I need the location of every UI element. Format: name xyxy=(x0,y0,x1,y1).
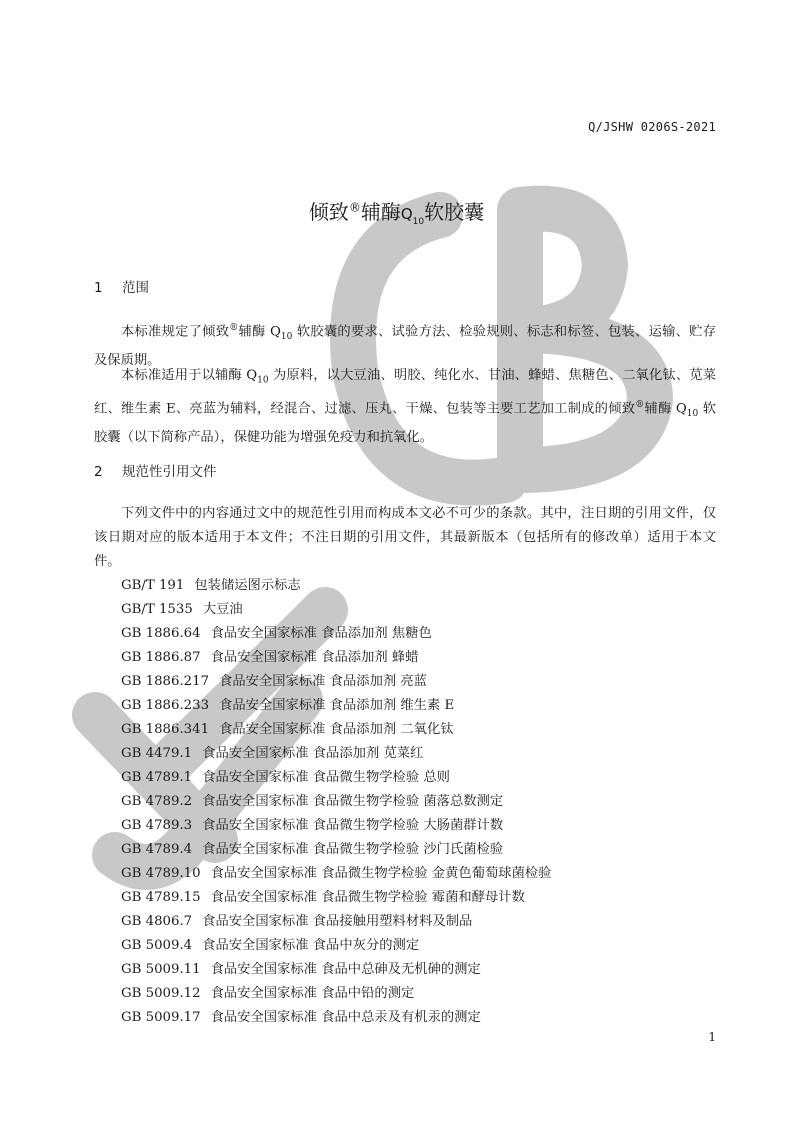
section-title: 规范性引用文件 xyxy=(122,464,217,480)
reference-item xyxy=(121,862,551,886)
reference-item xyxy=(121,646,551,670)
page-number: 1 xyxy=(708,1030,716,1044)
reference-title: 食品安全国家标准 食品微生物学检验 总则 xyxy=(202,770,450,785)
title-prefix: 倾致 xyxy=(308,200,349,224)
reference-title: 食品安全国家标准 食品中铅的测定 xyxy=(210,986,415,1001)
text-run: 本标准规定了倾致 xyxy=(121,324,230,340)
title-q: Q xyxy=(400,205,413,223)
section-2-heading xyxy=(94,460,217,480)
reference-title: 食品安全国家标准 食品中灰分的测定 xyxy=(202,938,420,953)
reference-item xyxy=(121,670,551,694)
reference-item xyxy=(121,1006,551,1030)
title-middle: 辅酶 xyxy=(360,200,401,224)
text-run: 辅酶 Q xyxy=(644,401,687,417)
text-run: 软胶囊（以下简称产品），保健功能为增强免疫力和抗氧化。 xyxy=(94,401,716,445)
title-registered-mark: ® xyxy=(348,200,361,215)
reference-item xyxy=(121,838,551,862)
reference-item xyxy=(121,742,551,766)
reference-code: GB 5009.12 xyxy=(121,986,201,1001)
reference-code: GB 4479.1 xyxy=(121,746,193,761)
reference-code: GB 4789.3 xyxy=(121,818,193,833)
reference-code: GB 5009.11 xyxy=(121,962,201,977)
reference-item xyxy=(121,718,551,742)
title-suffix: 软胶囊 xyxy=(424,200,485,224)
reference-code: GB 5009.17 xyxy=(121,1010,201,1025)
reference-title: 食品安全国家标准 食品添加剂 亮蓝 xyxy=(219,674,427,689)
reference-code: GB 5009.4 xyxy=(121,938,193,953)
reference-item xyxy=(121,622,551,646)
reference-item xyxy=(121,766,551,790)
section-1-heading xyxy=(94,276,149,296)
reference-code: GB/T 191 xyxy=(121,578,185,593)
reference-title: 包装储运图示标志 xyxy=(194,578,301,593)
reference-title: 食品安全国家标准 食品添加剂 二氧化钛 xyxy=(219,722,454,737)
reference-code: GB 1886.233 xyxy=(121,698,210,713)
reference-code: GB 1886.87 xyxy=(121,650,201,665)
reference-code: GB 4789.4 xyxy=(121,842,193,857)
reference-title: 食品安全国家标准 食品接触用塑料材料及制品 xyxy=(202,914,473,929)
registered-mark: ® xyxy=(229,323,239,333)
reference-item xyxy=(121,598,551,622)
section-number: 1 xyxy=(94,280,103,296)
reference-code: GB 1886.64 xyxy=(121,626,201,641)
reference-title: 食品安全国家标准 食品中总汞及有机汞的测定 xyxy=(210,1010,481,1025)
reference-title: 食品安全国家标准 食品中总砷及无机砷的测定 xyxy=(210,962,481,977)
reference-item xyxy=(121,694,551,718)
reference-title: 食品安全国家标准 食品添加剂 焦糖色 xyxy=(210,626,432,641)
reference-code: GB 4789.15 xyxy=(121,890,201,905)
scope-paragraph-2 xyxy=(94,364,716,450)
text-run: 软胶囊的要求、试验方法、检验规则、标志和标签、包装、运输、贮存及保质期。 xyxy=(94,324,716,369)
reference-item xyxy=(121,934,551,958)
reference-item xyxy=(121,910,551,934)
subscript: 10 xyxy=(280,332,293,343)
reference-title: 食品安全国家标准 食品微生物学检验 金黄色葡萄球菌检验 xyxy=(210,866,552,881)
reference-item xyxy=(121,886,551,910)
reference-item xyxy=(121,574,551,598)
reference-code: GB 4789.10 xyxy=(121,866,201,881)
reference-code: GB/T 1535 xyxy=(121,602,193,617)
title-q-subscript: 10 xyxy=(412,217,425,227)
references-intro: 下列文件中的内容通过文中的规范性引用而构成本文必不可少的条款。其中，注日期的引用文件，仅该日期对应的版本适用于本文件；不注日期的引用文件，其最新版本（包括所有的修改单）适用于本文件。 xyxy=(94,506,716,569)
reference-item xyxy=(121,982,551,1006)
section-number: 2 xyxy=(94,464,103,480)
reference-list xyxy=(121,574,551,1030)
reference-title: 食品安全国家标准 食品微生物学检验 大肠菌群计数 xyxy=(202,818,504,833)
reference-title: 食品安全国家标准 食品添加剂 蜂蜡 xyxy=(210,650,419,665)
reference-title: 食品安全国家标准 食品添加剂 苋菜红 xyxy=(202,746,424,761)
reference-title: 大豆油 xyxy=(202,602,243,617)
reference-title: 食品安全国家标准 食品添加剂 维生素 E xyxy=(219,698,455,713)
registered-mark: ® xyxy=(635,399,645,410)
reference-code: GB 4789.1 xyxy=(121,770,193,785)
text-run: 为原料，以大豆油、明胶、纯化水、甘油、蜂蜡、焦糖色、二氧化钛、苋菜红、维生素 E、亮蓝为辅料，经混合、过滤、压丸、干燥、包装等主要工艺加工制成的倾致 xyxy=(94,368,716,417)
reference-item xyxy=(121,958,551,982)
reference-code: GB 4806.7 xyxy=(121,914,193,929)
reference-code: GB 1886.217 xyxy=(121,674,210,689)
reference-title: 食品安全国家标准 食品微生物学检验 菌落总数测定 xyxy=(202,794,504,809)
reference-title: 食品安全国家标准 食品微生物学检验 霉菌和酵母计数 xyxy=(210,890,525,905)
section-title: 范围 xyxy=(122,280,149,296)
subscript: 10 xyxy=(686,408,699,419)
reference-code: GB 1886.341 xyxy=(121,722,210,737)
reference-item xyxy=(121,790,551,814)
text-run: 辅酶 Q xyxy=(238,324,281,340)
subscript: 10 xyxy=(257,375,269,386)
standard-code: Q/JSHW 0206S-2021 xyxy=(588,120,716,134)
reference-title: 食品安全国家标准 食品微生物学检验 沙门氏菌检验 xyxy=(202,842,504,857)
document-title xyxy=(0,196,793,227)
reference-item xyxy=(121,814,551,838)
text-run: 本标准适用于以辅酶 Q xyxy=(121,368,258,383)
reference-code: GB 4789.2 xyxy=(121,794,193,809)
